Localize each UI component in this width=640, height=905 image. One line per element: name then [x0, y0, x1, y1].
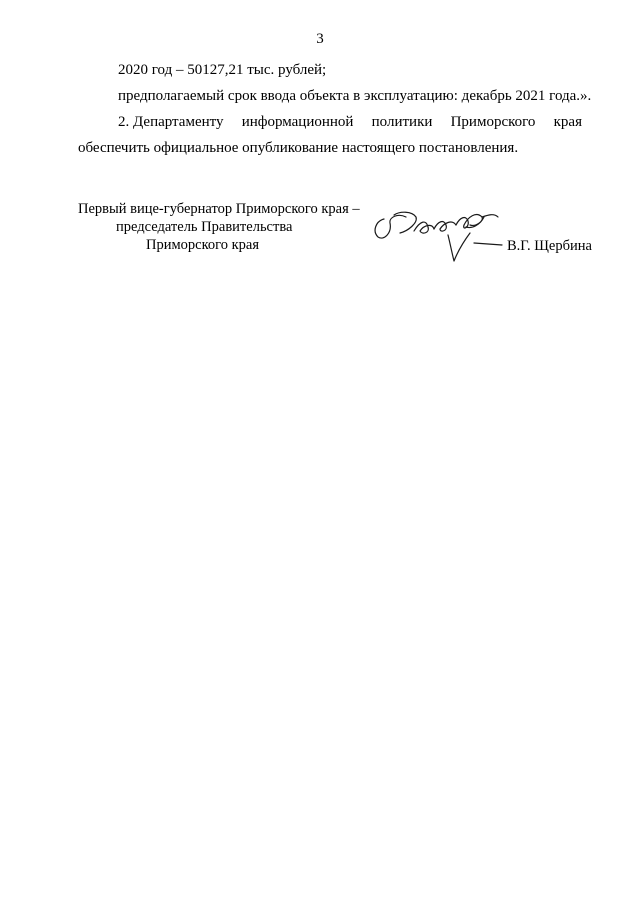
body-line-commissioning-date: предполагаемый срок ввода объекта в эксплуатацию: декабрь 2021 года.».	[118, 88, 592, 104]
body-line-publication: обеспечить официальное опубликование настоящего постановления.	[78, 140, 519, 156]
body-line-funding-2020: 2020 год – 50127,21 тыс. рублей;	[118, 62, 327, 78]
signatory-title-line2: председатель Правительства	[116, 219, 293, 235]
signatory-title-line1: Первый вице-губернатор Приморского края –	[78, 201, 360, 217]
handwritten-signature-icon	[370, 203, 510, 265]
signatory-name: В.Г. Щербина	[507, 238, 592, 254]
body-item-2-line	[118, 114, 582, 131]
page-number: 3	[316, 31, 324, 47]
item2-word: края	[553, 114, 582, 130]
signatory-title-line3: Приморского края	[146, 237, 260, 253]
item2-word: 2. Департаменту	[118, 114, 224, 130]
item2-word: Приморского	[450, 114, 536, 130]
item2-word: информационной	[241, 114, 354, 130]
item2-word: политики	[371, 114, 433, 130]
